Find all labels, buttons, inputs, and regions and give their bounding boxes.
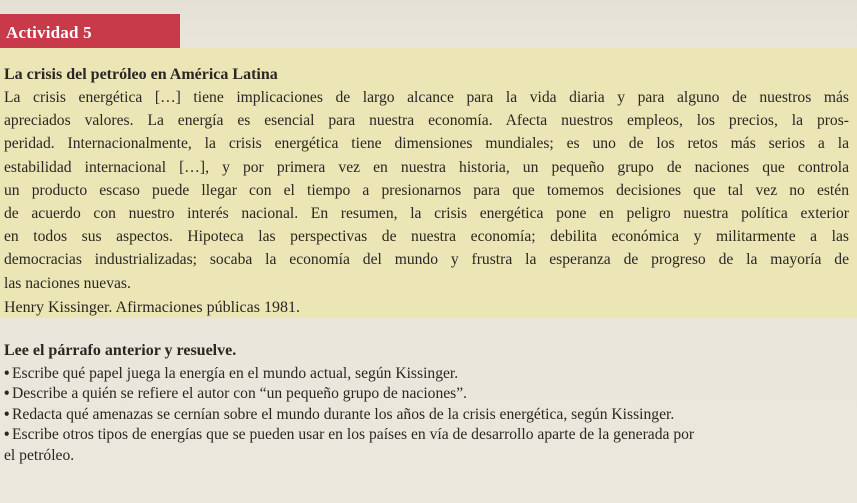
- reading-line: las naciones nuevas.: [4, 274, 131, 292]
- question-item: [4, 364, 849, 384]
- questions-title: Lee el párrafo anterior y resuelve.: [4, 342, 237, 359]
- question-text: Escribe otros tipos de energías que se pueden usar en los países en vía de desarrollo aparte de la generada por: [12, 426, 695, 444]
- reading-title: La crisis del petróleo en América Latina: [4, 66, 278, 83]
- question-item: [4, 425, 849, 445]
- question-item: [4, 384, 849, 404]
- reading-line: apreciados valores. La energía es esencial para nuestra economía. Afecta nuestros empleos, los precios, la pros-: [4, 112, 849, 130]
- question-text: Escribe qué papel juega la energía en el mundo actual, según Kissinger.: [12, 365, 459, 382]
- question-text: el petróleo.: [4, 446, 75, 464]
- bullet-icon: •: [4, 426, 10, 444]
- question-item-continuation: [4, 446, 849, 466]
- reading-line: de acuerdo con nuestro interés nacional. En resumen, la crisis energética pone en peligro nuestra política exterior: [4, 205, 849, 223]
- bullet-icon: •: [4, 405, 10, 423]
- reading-line: peridad. Internacionalmente, la crisis energética tiene dimensiones mundiales; es uno de los retos más serios a la: [4, 135, 849, 153]
- question-text: Describe a quién se refiere el autor con “un pequeño grupo de naciones”.: [12, 385, 468, 403]
- reading-source: Henry Kissinger. Afirmaciones públicas 1981.: [4, 298, 300, 316]
- question-text: Redacta qué amenazas se cernían sobre el mundo durante los años de la crisis energética, según Kissinger.: [12, 405, 675, 423]
- activity-label: Actividad 5: [6, 23, 92, 42]
- reading-line: La crisis energética […] tiene implicaciones de largo alcance para la vida diaria y para alguno de nuestros más: [4, 89, 849, 106]
- questions-section: [4, 340, 849, 466]
- reading-passage: [4, 64, 849, 319]
- reading-line: en todos sus aspectos. Hipoteca las perspectivas de nuestra economía; debilita económica y militarmente a las: [4, 228, 849, 246]
- bullet-icon: •: [4, 385, 10, 403]
- activity-header: [0, 14, 180, 51]
- bullet-icon: •: [4, 365, 10, 382]
- question-item: [4, 405, 849, 425]
- reading-line: un producto escaso puede llegar con el tiempo a presionarnos para que tomemos decisiones que tal vez no estén: [4, 181, 849, 199]
- reading-line: democracias industrializadas; socaba la economía del mundo y frustra la esperanza de progreso de la mayoría de: [4, 251, 849, 269]
- reading-line: estabilidad internacional […], y por primera vez en nuestra historia, un pequeño grupo de naciones que controla: [4, 158, 849, 176]
